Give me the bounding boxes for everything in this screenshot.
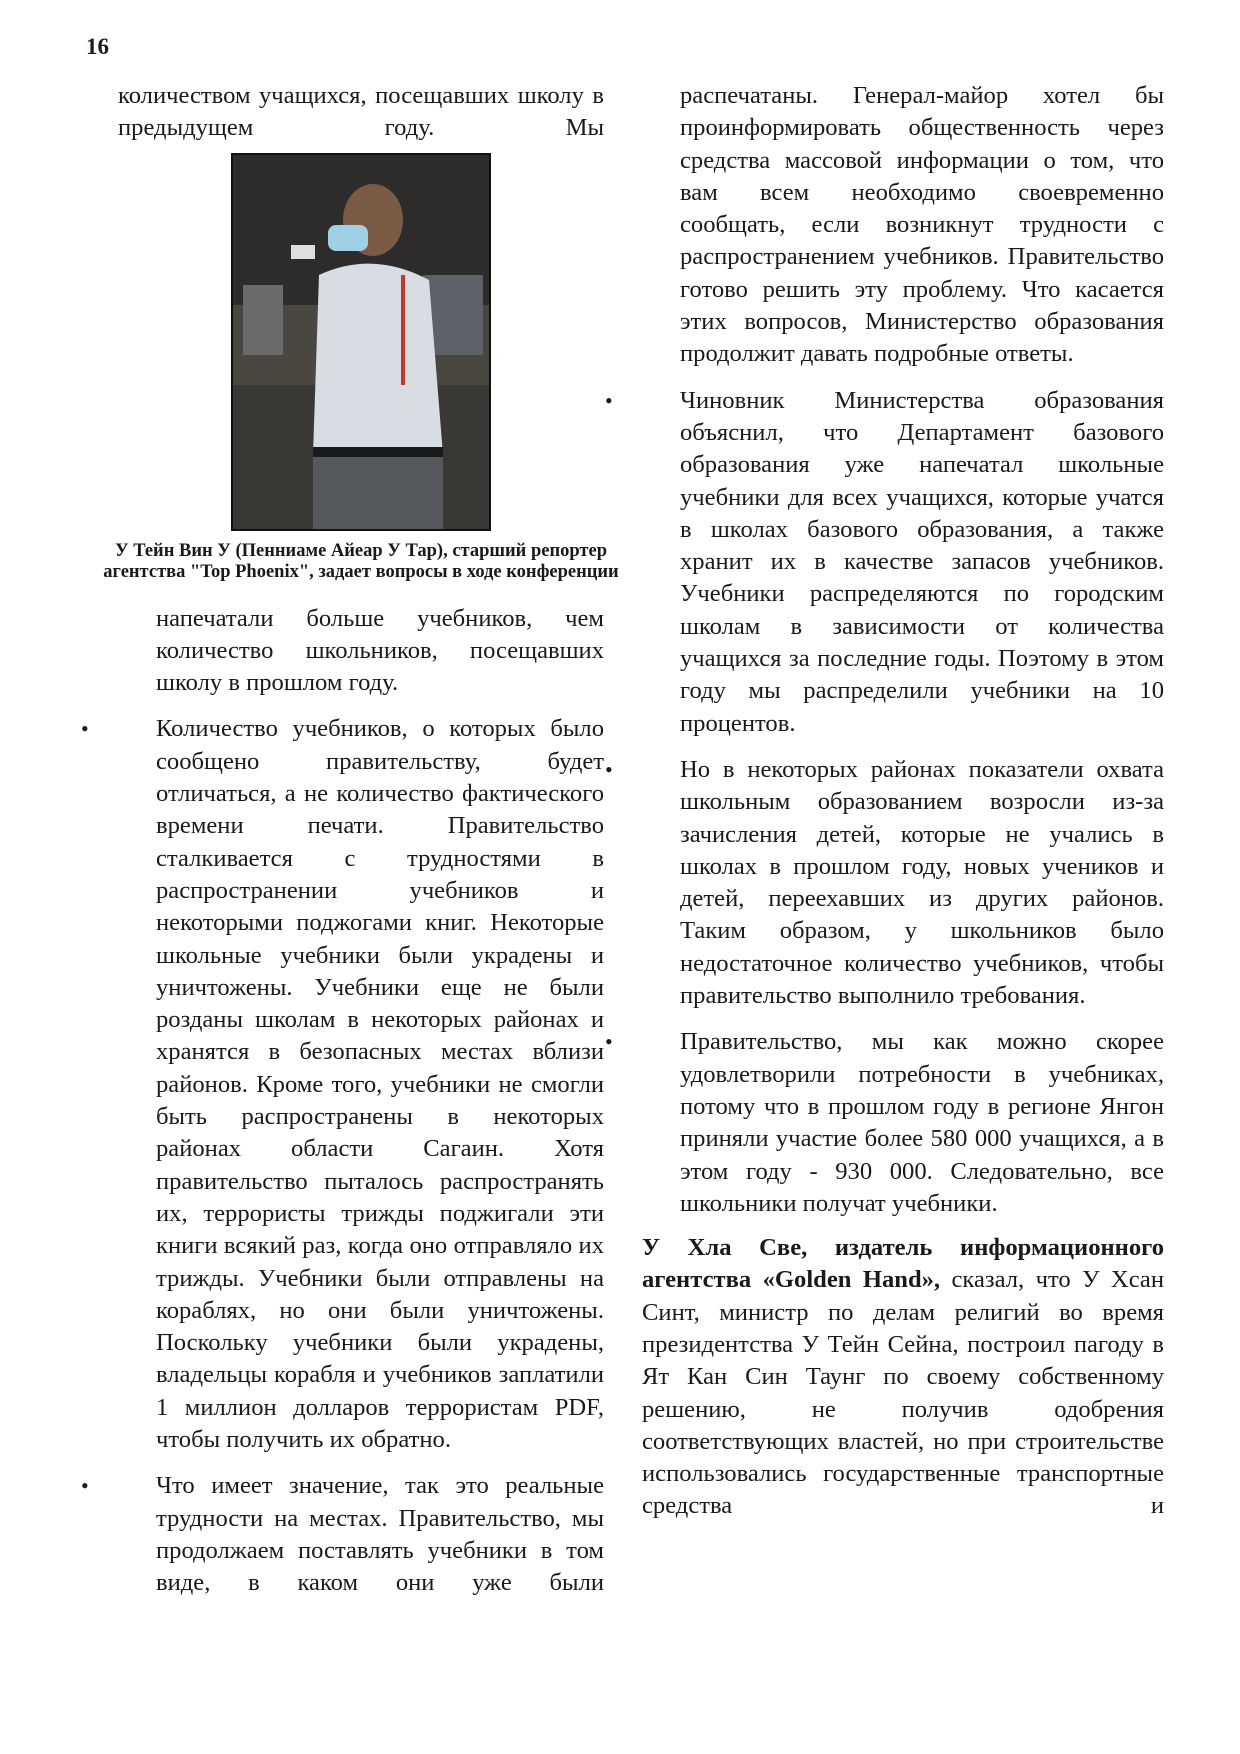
figure-caption: У Тейн Вин У (Пенниаме Айеар У Тар), старший репортер агентства "Top Phoenix", задает вопросы в ходе конференции bbox=[103, 540, 619, 582]
right-bullet-1: • Чиновник Министерства образования объяснил, что Департамент базового образования уже напечатал школьные учебники для всех учащихся, которые учатся в школах базового образования, а также хранит их в качестве запасов учебников. Учебники распределяются по городским школам в зависимости от количества учащихся за последние годы. Поэтому в этом году мы распределили учебники на 10 процентов. bbox=[642, 385, 1164, 740]
right-final-paragraph bbox=[642, 1232, 1164, 1523]
left-intro-text: количеством учащихся, посещавших школу в предыдущем году. Мы bbox=[118, 82, 604, 142]
final-body-text: сказал, что У Хсан Синт, министр по делам религий во время президентства У Тейн Сейна, построил пагоду в Ят Кан Син Таунг по своему собственному решению, не получив одобрения соответствующих властей, но при строительстве использовались государственные транспортные средства и bbox=[642, 1266, 1164, 1520]
left-bullet-2: • Что имеет значение, так это реальные трудности на местах. Правительство, мы продолжаем поставлять учебники в том виде, в каком они уже были bbox=[118, 1470, 604, 1599]
right-continuation-text: распечатаны. Генерал-майор хотел бы проинформировать общественность через средства массовой информации о том, что вам всем необходимо своевременно сообщать, если возникнут трудности с распространением учебников. Правительство готово решить эту проблему. Что касается этих вопросов, Министерство образования продолжит давать подробные ответы. bbox=[680, 82, 1164, 368]
person-photo-icon bbox=[231, 153, 491, 531]
right-bullet-3: • Правительство, мы как можно скорее удовлетворили потребности в учебниках, потому что в прошлом году в регионе Янгон приняли участие более 580 000 учащихся, а в этом году - 930 000. Следовательно, все школьники получат учебники. bbox=[642, 1026, 1164, 1220]
right-column bbox=[642, 80, 1164, 1523]
left-column bbox=[103, 80, 619, 1600]
page-number: 16 bbox=[86, 34, 109, 59]
right-bullet-2: • Но в некоторых районах показатели охвата школьным образованием возросли из-за зачисления детей, которые не учались в школах в прошлом году, новых учеников и детей, переехавших из других районов. Таким образом, у школьников было недостаточное количество учебников, чтобы правительство выполнило требования. bbox=[642, 754, 1164, 1012]
figure bbox=[103, 153, 619, 583]
final-lead-text: У Хла Све, издатель информационного агентства «Golden Hand», bbox=[642, 1234, 1164, 1294]
left-continuation-text: напечатали больше учебников, чем количество школьников, посещавших школу в прошлом году. bbox=[156, 604, 604, 697]
left-bullet-1: • Количество учебников, о которых было сообщено правительству, будет отличаться, а не количество фактического времени печати. Правительство сталкивается с трудностями в распространении учебников и некоторыми поджогами книг. Некоторые школьные учебники были украдены и уничтожены. Учебники еще не были розданы школам в некоторых районах и хранятся в безопасных местах вблизи районов. Кроме того, учебники не смогли быть распространены в некоторых районах области Сагаин. Хотя правительство пыталось распространять их, террористы трижды поджигали эти книги всякий раз, когда оно отправляло их трижды. Учебники были отправлены на кораблях, но они были уничтожены. Поскольку учебники были украдены, владельцы корабля и учебников заплатили 1 миллион долларов террористам PDF, чтобы получить их обратно. bbox=[118, 713, 604, 1456]
